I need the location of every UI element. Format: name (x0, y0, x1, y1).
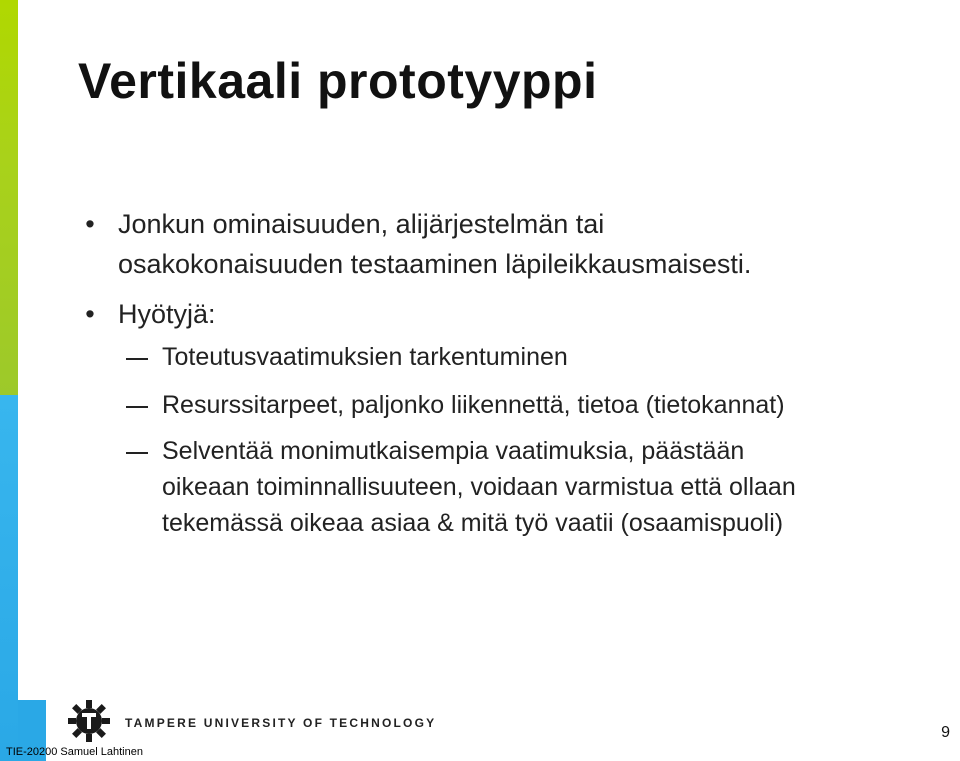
sub-bullet-text-line: oikeaan toiminnallisuuteen, voidaan varmistua että ollaan (162, 473, 796, 501)
accent-bar-green (0, 0, 18, 395)
dash-marker (126, 452, 148, 454)
footer-course-author: TIE-20200 Samuel Lahtinen (6, 746, 143, 758)
sub-bullet-text-line: Toteutusvaatimuksien tarkentuminen (162, 343, 568, 371)
bullet-dot: • (85, 299, 95, 329)
bullet-dot: • (85, 209, 95, 239)
dash-marker (126, 358, 148, 360)
slide-title: Vertikaali prototyyppi (78, 53, 598, 109)
university-logo (67, 697, 437, 747)
sub-bullet-item (126, 435, 946, 545)
bullet-item (80, 294, 940, 334)
accent-bar-blue (0, 395, 18, 761)
bullet-text-line: osakokonaisuuden testaaminen läpileikkausmaisesti. (118, 249, 752, 279)
sub-bullet-text-line: Resurssitarpeet, paljonko liikennettä, tietoa (tietokannat) (162, 391, 785, 419)
sub-bullet-item (126, 341, 946, 374)
bullet-text-line: Hyötyjä: (118, 299, 216, 329)
bullet-text-line: Jonkun ominaisuuden, alijärjestelmän tai (118, 209, 605, 239)
bullet-item (80, 204, 940, 284)
sub-bullet-text-line: tekemässä oikeaa asiaa & mitä työ vaatii (osaamispuoli) (162, 509, 784, 537)
page-number: 9 (941, 724, 950, 741)
sub-bullet-text-line: Selventää monimutkaisempia vaatimuksia, päästään (162, 437, 745, 465)
university-logo-text: TAMPERE UNIVERSITY OF TECHNOLOGY (125, 716, 437, 730)
sub-bullet-item (126, 389, 946, 422)
dash-marker (126, 406, 148, 408)
gear-logo-icon (67, 699, 111, 743)
